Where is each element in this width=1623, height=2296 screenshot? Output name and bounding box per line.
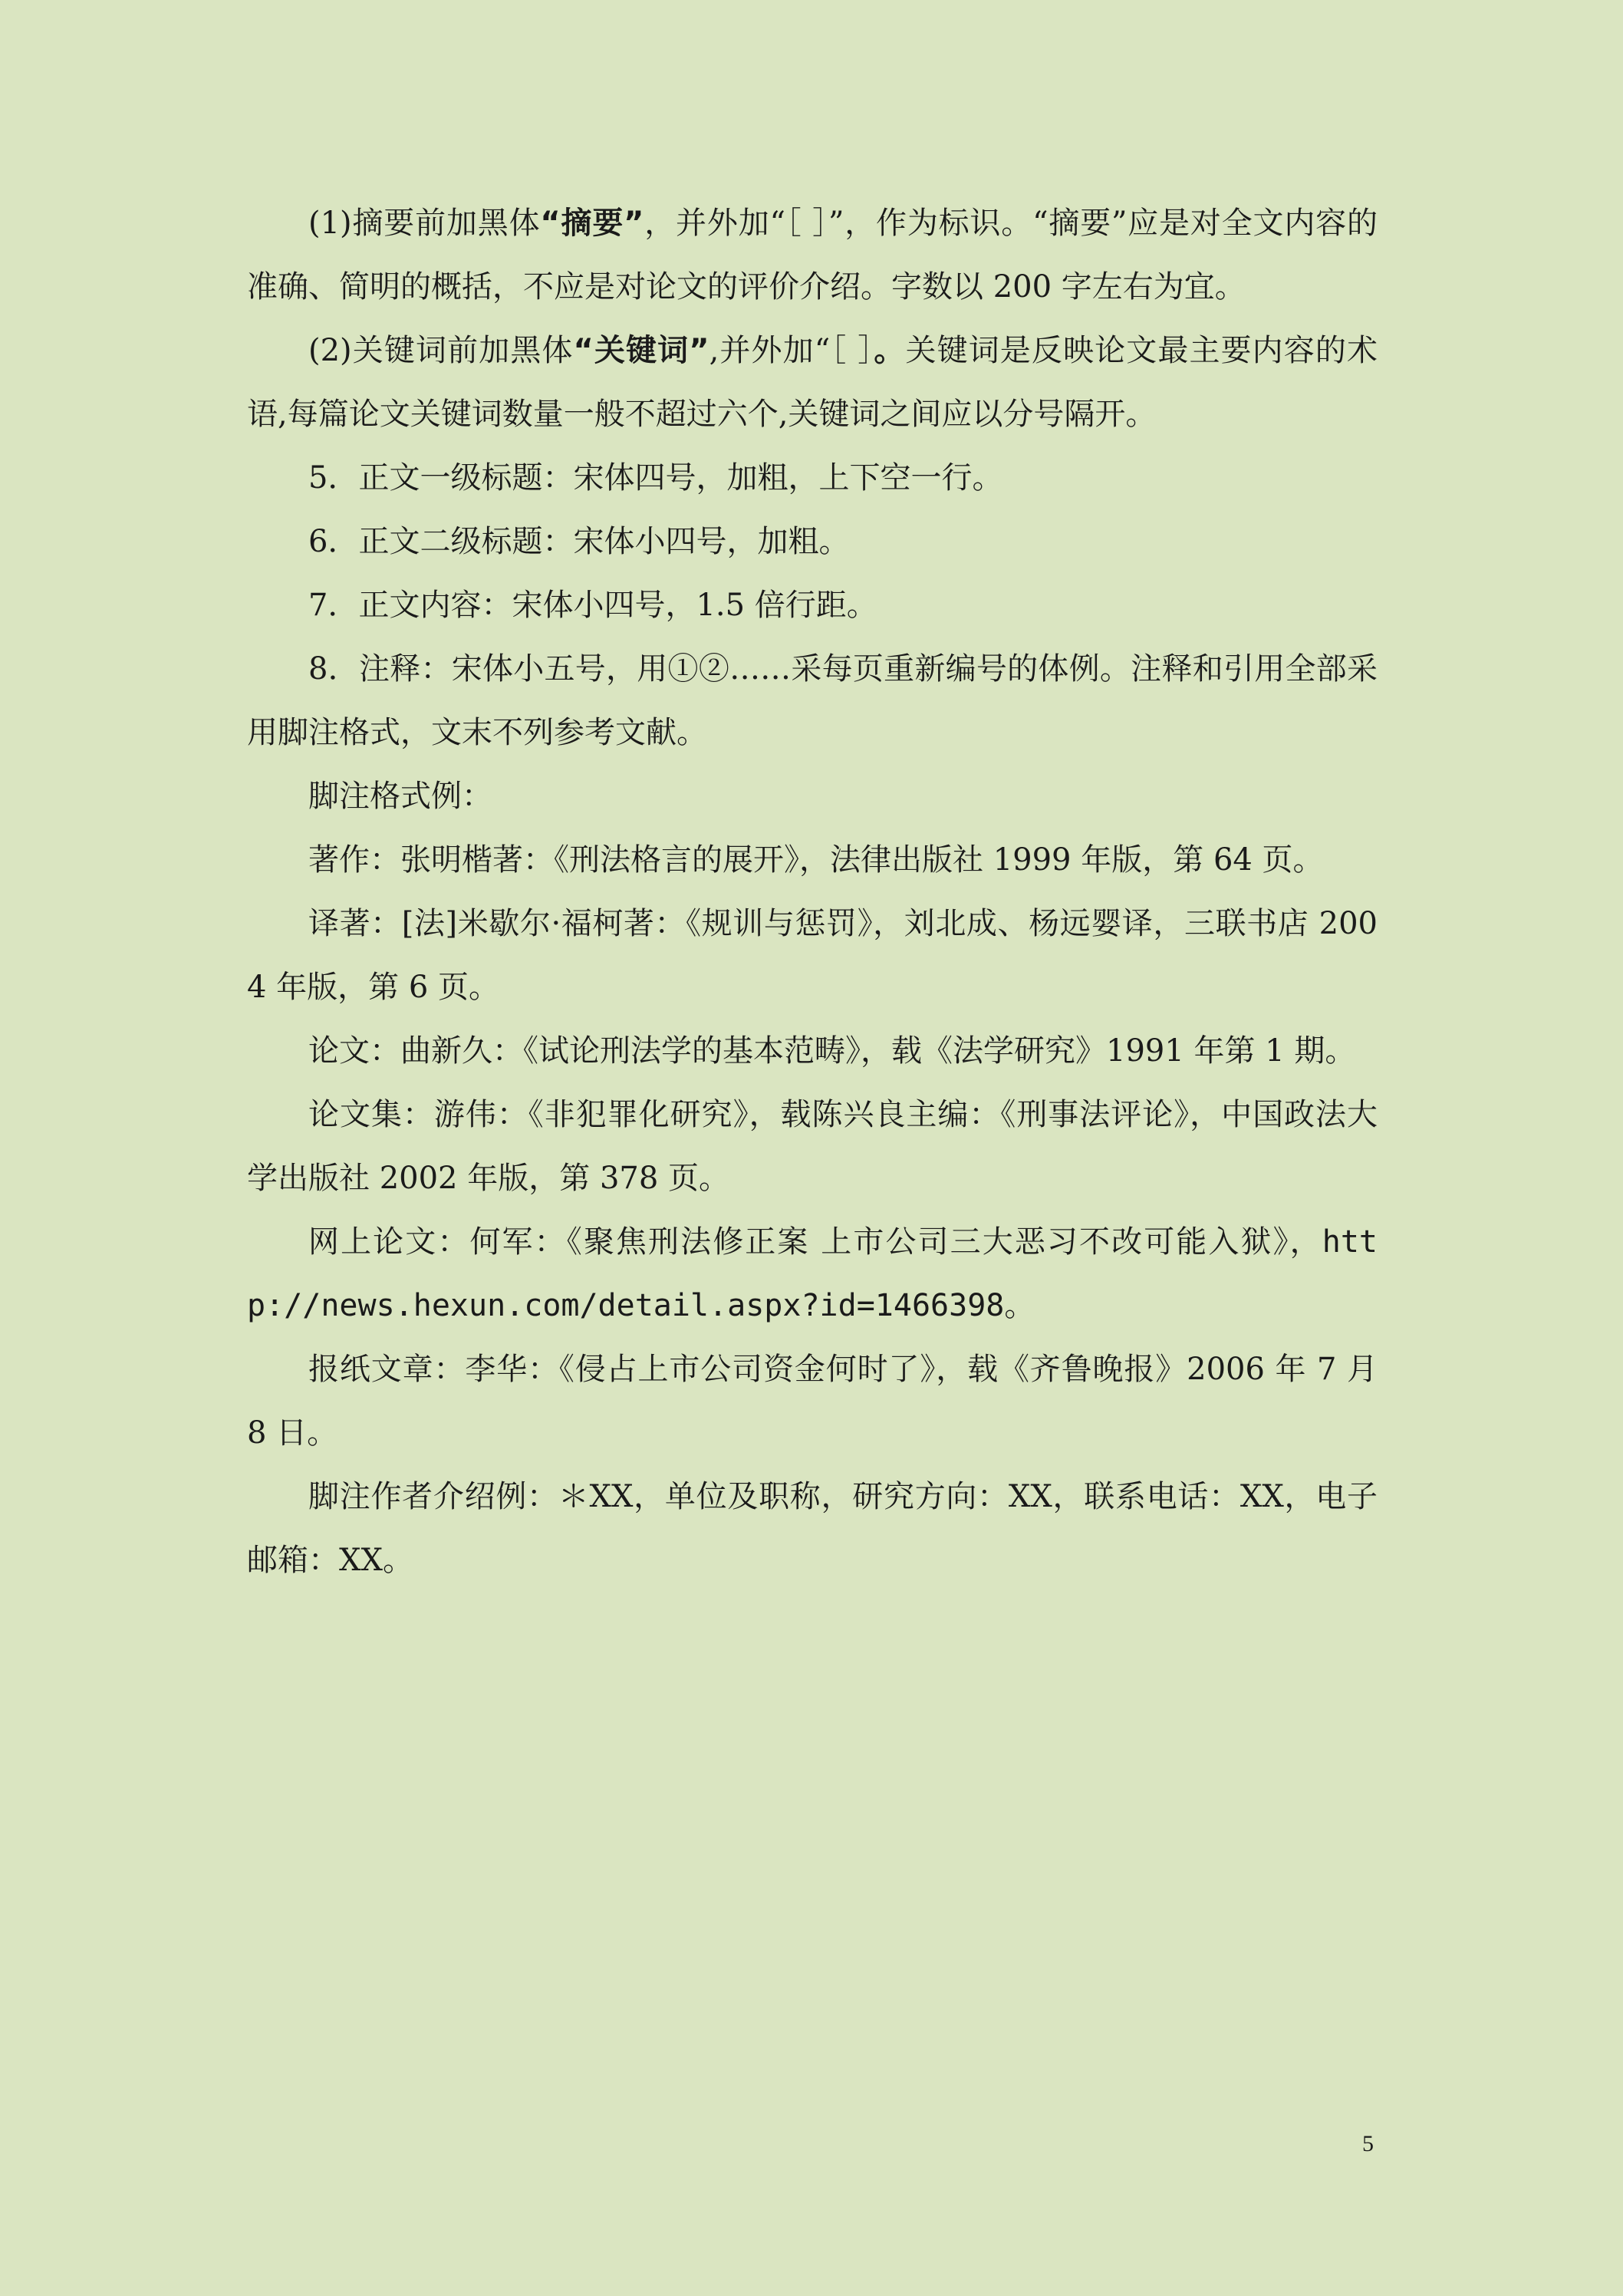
document-body	[247, 192, 1378, 1593]
paragraph-body-text-rule: 7．正文内容：宋体小四号，1.5 倍行距。	[308, 588, 877, 623]
keywords-keyword-bold: “关键词”	[573, 333, 709, 368]
paragraph-example-translation: 译著：[法]米歇尔·福柯著：《规训与惩罚》，刘北成、杨远婴译，三联书店 2004 年版，第 6 页。	[247, 906, 1378, 1005]
paragraph-author-note-example: 脚注作者介绍例：＊XX，单位及职称，研究方向：XX，联系电话：XX，电子邮箱：XX。	[247, 1479, 1378, 1578]
abstract-rule-lead: (1)摘要前加黑体	[308, 206, 541, 241]
paragraph-example-newspaper: 报纸文章：李华：《侵占上市公司资金何时了》，载《齐鲁晚报》2006 年 7 月 8 日。	[247, 1352, 1378, 1451]
paragraph-example-book: 著作：张明楷著：《刑法格言的展开》，法律出版社 1999 年版，第 64 页。	[308, 842, 1324, 878]
paragraph-example-collection: 论文集：游伟：《非犯罪化研究》，载陈兴良主编：《刑事法评论》，中国政法大学出版社 2002 年版，第 378 页。	[247, 1097, 1378, 1196]
paragraph-example-article: 论文：曲新久：《试论刑法学的基本范畴》，载《法学研究》1991 年第 1 期。	[308, 1033, 1356, 1069]
paragraph-abstract-rule	[247, 192, 1378, 319]
online-article-citation: 网上论文：何军：《聚焦刑法修正案 上市公司三大恶习不改可能入狱》，	[308, 1224, 1322, 1260]
abstract-keyword-bold: “摘要”	[540, 206, 644, 241]
paragraph-footnote-examples-heading: 脚注格式例：	[308, 779, 492, 814]
paragraph-heading-level-1: 5．正文一级标题：宋体四号，加粗，上下空一行。	[308, 460, 1003, 496]
online-article-url: http://news.hexun.com/detail.aspx?id=1466398。	[247, 1224, 1378, 1323]
paragraph-heading-level-2: 6．正文二级标题：宋体小四号，加粗。	[308, 524, 850, 559]
keywords-rule-bracket: ,并外加“［ ］	[709, 333, 874, 368]
paragraph-example-online	[247, 1211, 1378, 1338]
keywords-rule-lead: (2)关键词前加黑体	[308, 333, 574, 368]
paragraph-notes-rule: 8．注释：宋体小五号，用①②……采每页重新编号的体例。注释和引用全部采用脚注格式，文末不列参考文献。	[247, 651, 1378, 750]
paragraph-keywords-rule	[247, 319, 1378, 446]
abstract-rule-text: ，并外加“［ ］”，作为标识。“摘要”应是对全文内容的准确、简明的概括，不应是对论文的评价介绍。字数以 200 字左右为宜。	[247, 206, 1378, 305]
keywords-rule-period: 。	[874, 333, 906, 368]
page-number: 5	[1362, 2131, 1374, 2156]
keywords-rule-text: 关键词是反映论文最主要内容的术语,每篇论文关键词数量一般不超过六个,关键词之间应以分号隔开。	[247, 333, 1378, 432]
